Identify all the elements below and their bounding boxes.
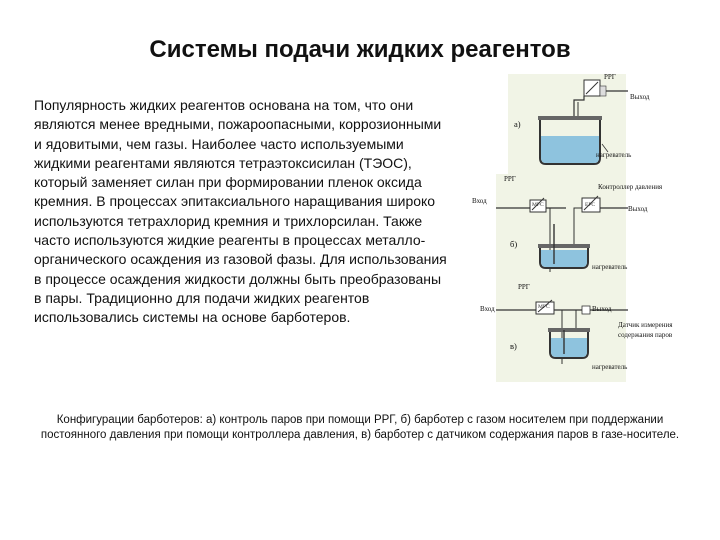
panel-b-mfc-label: MFC	[532, 202, 544, 208]
panel-c-heater-label: нагреватель	[592, 363, 628, 371]
panel-a-output-label: Выход	[630, 93, 650, 101]
bubbler-figure	[472, 73, 688, 382]
panel-c-input-label: Вход	[480, 305, 495, 313]
panel-c-mfc-label: MFC	[538, 304, 550, 310]
panel-a-liquid	[541, 136, 599, 163]
panel-c-output-label: Выход	[592, 305, 612, 313]
panel-b-letter: б)	[510, 239, 518, 249]
panel-b-rrg-label: РРГ	[504, 175, 516, 183]
panel-c-sensor-box	[582, 306, 590, 314]
panel-c-letter: в)	[510, 341, 517, 351]
panel-a-letter: а)	[514, 119, 521, 129]
figure-caption: Конфигурации барботеров: а) контроль паров при помощи РРГ, б) барботер с газом носителем при поддержании постоянного давления при помощи контроллера давления, в) барботер с датчиком содержания паров в газе-носителе.	[40, 414, 680, 441]
panel-c-sensor-label: Датчик измерения содержания паров	[618, 321, 673, 339]
panel-a-heater-label: нагреватель	[596, 151, 632, 159]
panel-b-input-label: Вход	[472, 197, 487, 205]
body-paragraph: Популярность жидких реагентов основана на том, что они являются менее вредными, пожароопасными, коррозионными и ядовитыми, чем газы. Наиболее часто используемыми жидкими реагентами являются тетраэтоксисилан (ТЭОС), который заменяет силан при формировании пленок оксида кремния. В процессах эпитаксиального наращивания широко используются тетрахлорид кремния и трихлорсилан. Также часто используются жидкие реагенты в процессах металло-органического осаждения из газовой фазы. Для использования в процессе осаждения жидкости должны быть преобразованы в пары. Традиционно для подачи жидких реагентов использовались системы на основе барботеров.	[34, 97, 447, 326]
panel-b-output-label: Выход	[628, 205, 648, 213]
panel-a-rrg-label: РРГ	[604, 73, 616, 81]
panel-c-rrg-label: РРГ	[518, 283, 530, 291]
panel-c-liquid	[551, 338, 587, 357]
panel-b-epc-label: EPC	[585, 202, 596, 208]
slide-title: Системы подачи жидких реагентов	[149, 36, 571, 63]
panel-b-pressure-controller-label: Контроллер давления	[598, 183, 663, 191]
panel-b-heater-label: нагреватель	[592, 263, 628, 271]
panel-b-liquid	[541, 250, 587, 267]
